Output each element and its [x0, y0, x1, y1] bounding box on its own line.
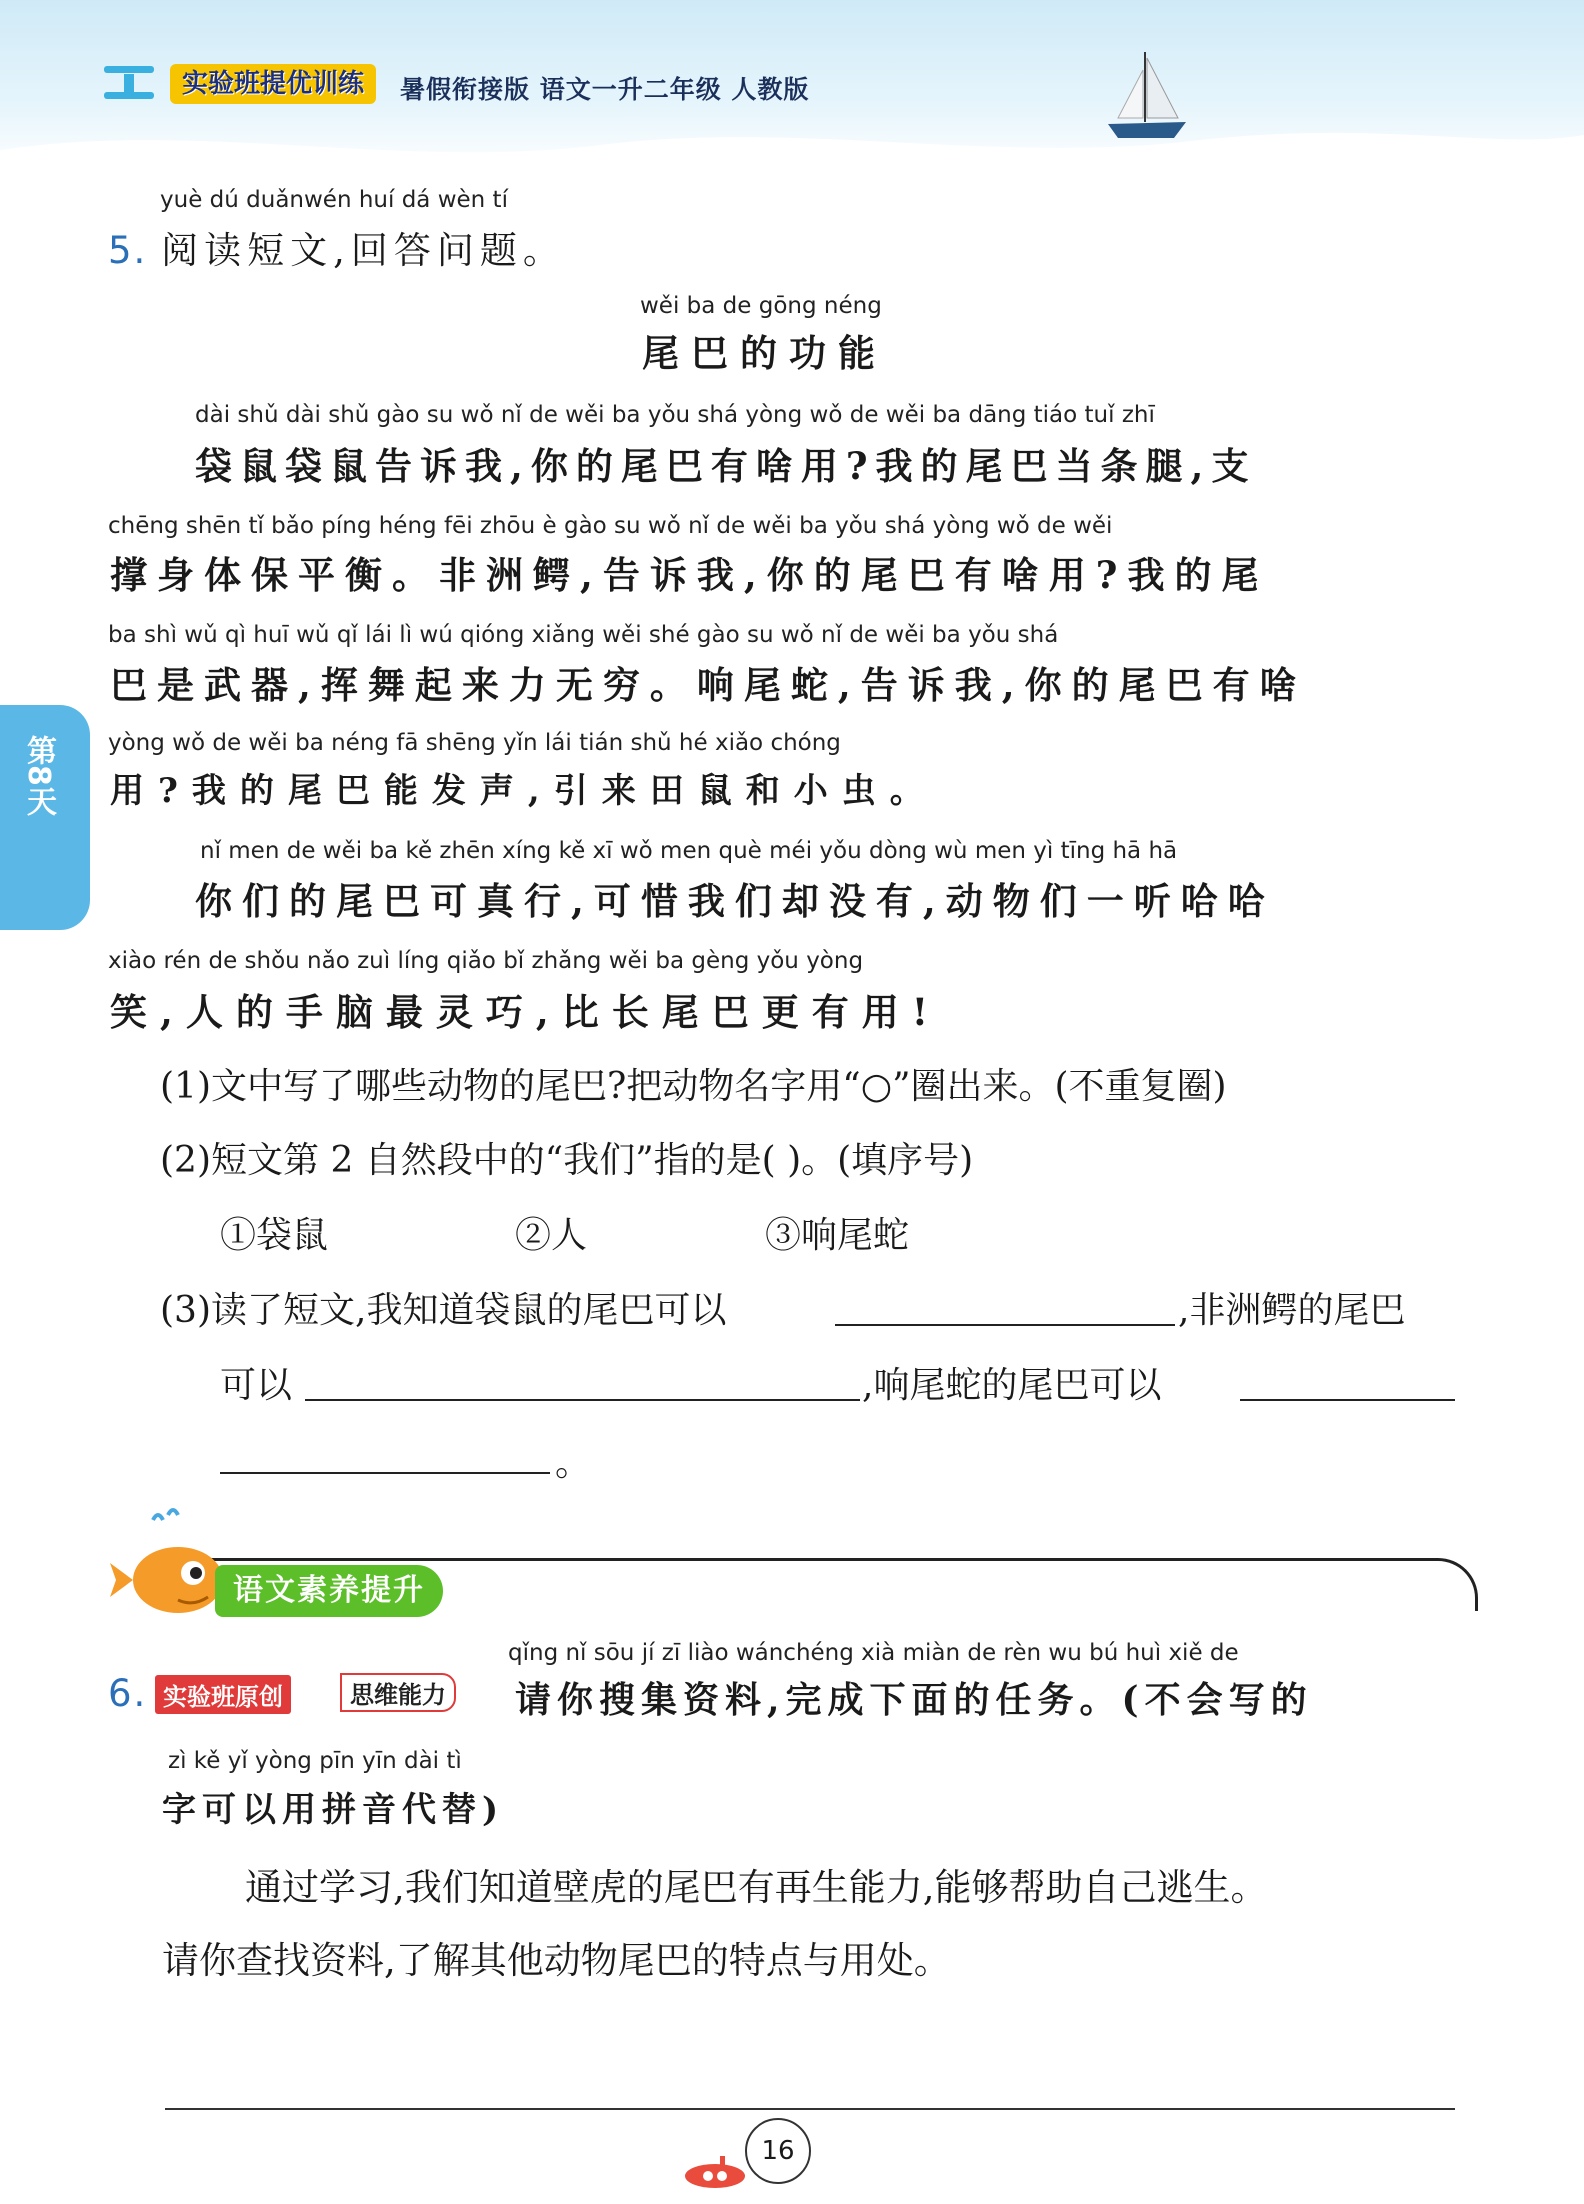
- q6-number: 6.: [108, 1672, 148, 1715]
- q6-pinyin2: zì kě yǐ yòng pīn yīn dài tì: [168, 1748, 462, 1774]
- q5-sub2: (2)短文第 2 自然段中的“我们”指的是( )。(填序号): [160, 1140, 974, 1181]
- q6-answer-line[interactable]: [165, 2108, 1455, 2110]
- q5-option-2: ②人: [515, 1215, 588, 1256]
- q5-sub3-crocodile: ,非洲鳄的尾巴: [1178, 1290, 1406, 1331]
- q5-title: 尾巴的功能: [642, 331, 887, 375]
- q5-heading: [108, 220, 566, 274]
- q5-pinyin: yuè dú duǎnwén huí dá wèn tí: [160, 187, 508, 213]
- fish-mascot-icon: [108, 1505, 228, 1620]
- q5-sub1: (1)文中写了哪些动物的尾巴?把动物名字用“○”圈出来。(不重复圈): [160, 1066, 1227, 1107]
- q5-title-pinyin: wěi ba de gōng néng: [640, 293, 882, 319]
- section-banner: 语文素养提升: [215, 1565, 443, 1617]
- q5-line1-text: 袋鼠袋鼠告诉我,你的尾巴有啥用?我的尾巴当条腿,支: [195, 444, 1257, 488]
- day-tab-label: 第8天: [21, 735, 56, 816]
- answer-blank-rattlesnake-cont[interactable]: [220, 1472, 550, 1474]
- header-wave: [0, 110, 1584, 190]
- q6-number-wrap: [108, 1672, 147, 1715]
- q5-line4-text: 用?我的尾巴能发声,引来田鼠和小虫。: [110, 771, 938, 811]
- page-number: 16: [745, 2118, 811, 2184]
- q5-line4-pinyin: yòng wǒ de wěi ba néng fā shēng yǐn lái tián shǔ hé xiǎo chóng: [108, 730, 841, 756]
- q5-line1-pinyin: dài shǔ dài shǔ gào su wǒ nǐ de wěi ba yǒu shá yòng wǒ de wěi ba dāng tiáo tuǐ zhī: [195, 402, 1155, 428]
- q6-paragraph2: 请你查找资料,了解其他动物尾巴的特点与用处。: [162, 1939, 951, 1982]
- q5-instruction: 阅读短文,回答问题。: [161, 229, 566, 272]
- q6-instruction: 请你搜集资料,完成下面的任务。(不会写的: [515, 1679, 1313, 1721]
- q5-line2-text: 撑身体保平衡。非洲鳄,告诉我,你的尾巴有啥用?我的尾: [110, 553, 1269, 597]
- answer-blank-crocodile[interactable]: [305, 1399, 860, 1401]
- answer-blank-kangaroo[interactable]: [835, 1324, 1175, 1326]
- header-subtitle: 暑假衔接版 语文一升二年级 人教版: [400, 75, 810, 104]
- q5-line5-pinyin: nǐ men de wěi ba kě zhēn xíng kě xī wǒ men què méi yǒu dòng wù men yì tīng hā hā: [200, 838, 1178, 864]
- q5-line6-text: 笑,人的手脑最灵巧,比长尾巴更有用!: [110, 990, 942, 1034]
- q5-option-3: ③响尾蛇: [765, 1215, 910, 1256]
- brand-badge: 实验班提优训练: [170, 64, 376, 104]
- q5-number: 5.: [108, 229, 148, 272]
- sailboat-icon: [1100, 50, 1190, 145]
- answer-blank-rattlesnake[interactable]: [1240, 1399, 1455, 1401]
- q5-line6-pinyin: xiào rén de shǒu nǎo zuì líng qiǎo bǐ zhǎng wěi ba gèng yǒu yòng: [108, 948, 864, 974]
- q5-sub3-end: 。: [555, 1443, 592, 1484]
- submarine-icon: [680, 2150, 750, 2190]
- q6-instruction2: 字可以用拼音代替): [162, 1790, 505, 1830]
- q5-line3-text: 巴是武器,挥舞起来力无穷。响尾蛇,告诉我,你的尾巴有啥: [110, 663, 1307, 707]
- q6-tag-original: 实验班原创: [155, 1675, 291, 1714]
- q5-line3-pinyin: ba shì wǔ qì huī wǔ qǐ lái lì wú qióng xiǎng wěi shé gào su wǒ nǐ de wěi ba yǒu shá: [108, 622, 1059, 648]
- q5-option-1: ①袋鼠: [220, 1215, 329, 1256]
- brand-logo-icon: [102, 62, 162, 102]
- q5-sub3-can: 可以: [220, 1365, 293, 1406]
- q5-sub3-rattlesnake: ,响尾蛇的尾巴可以: [862, 1365, 1162, 1406]
- q5-sub3-start: (3)读了短文,我知道袋鼠的尾巴可以: [160, 1290, 727, 1331]
- q5-line2-pinyin: chēng shēn tǐ bǎo píng héng fēi zhōu è gào su wǒ nǐ de wěi ba yǒu shá yòng wǒ de wěi: [108, 513, 1113, 539]
- q6-paragraph1: 通过学习,我们知道壁虎的尾巴有再生能力,能够帮助自己逃生。: [245, 1866, 1268, 1909]
- q5-line5-text: 你们的尾巴可真行,可惜我们却没有,动物们一听哈哈: [195, 879, 1275, 923]
- q6-pinyin: qǐng nǐ sōu jí zī liào wánchéng xià miàn de rèn wu bú huì xiě de: [508, 1640, 1239, 1666]
- q6-tag-skill: 思维能力: [340, 1673, 456, 1712]
